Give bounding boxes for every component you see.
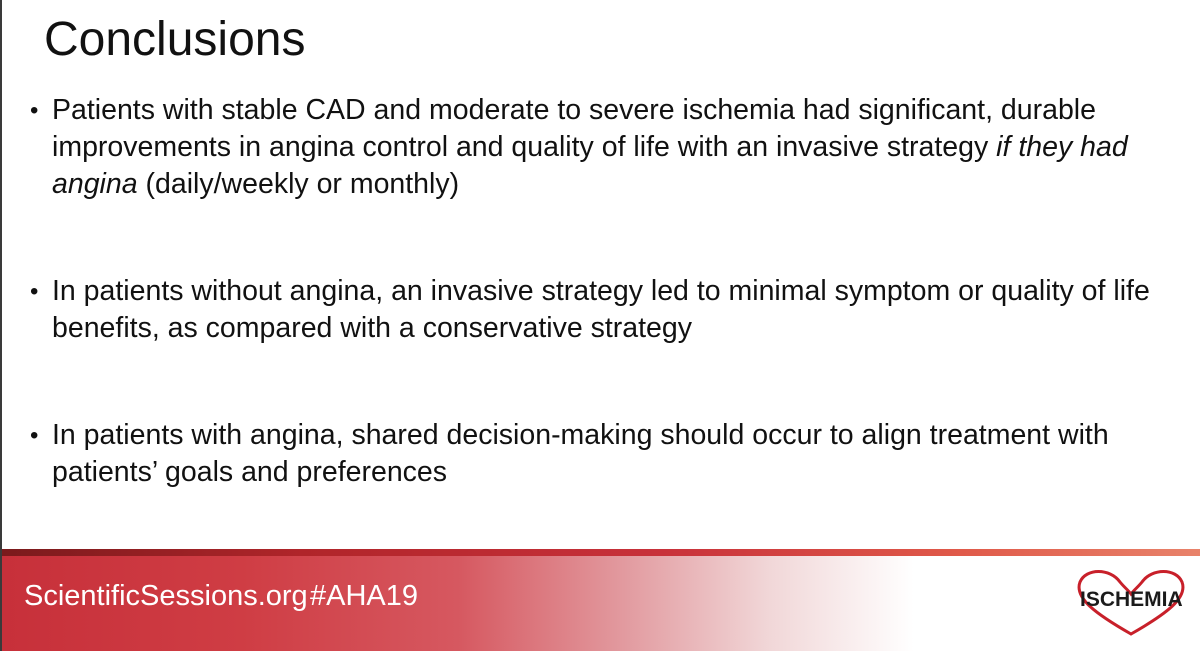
bullet-glyph: • [30, 278, 39, 305]
logo-wordmark: ISCHEMIA [1080, 588, 1183, 611]
bullet-text-part: (daily/weekly or monthly) [137, 168, 460, 200]
slide-title: Conclusions [44, 13, 306, 66]
bullet-text [52, 94, 1128, 200]
footer-divider [2, 549, 1200, 556]
bullet-list [30, 92, 1170, 491]
bullet-emphasis: if they had angina [52, 131, 1128, 200]
bullet-text-part: In patients with angina, shared decision-making should occur to align treatment with patients’ goals and preferences [52, 419, 1109, 488]
bullet-item [30, 273, 1170, 347]
footer-hashtag: #AHA19 [310, 580, 419, 612]
bullet-glyph: • [30, 97, 39, 124]
bullet-text [52, 419, 1109, 488]
footer-site-link[interactable]: ScientificSessions.org [24, 580, 308, 612]
bullet-item [30, 417, 1170, 491]
bullet-glyph: • [30, 422, 39, 449]
bullet-text [52, 275, 1150, 344]
bullet-text-part: Patients with stable CAD and moderate to severe ischemia had significant, durable improvements in angina control and quality of life with an invasive strategy [52, 94, 1096, 163]
bullet-item [30, 92, 1170, 203]
bullet-text-part: In patients without angina, an invasive strategy led to minimal symptom or quality of life benefits, as compared with a conservative strategy [52, 275, 1150, 344]
